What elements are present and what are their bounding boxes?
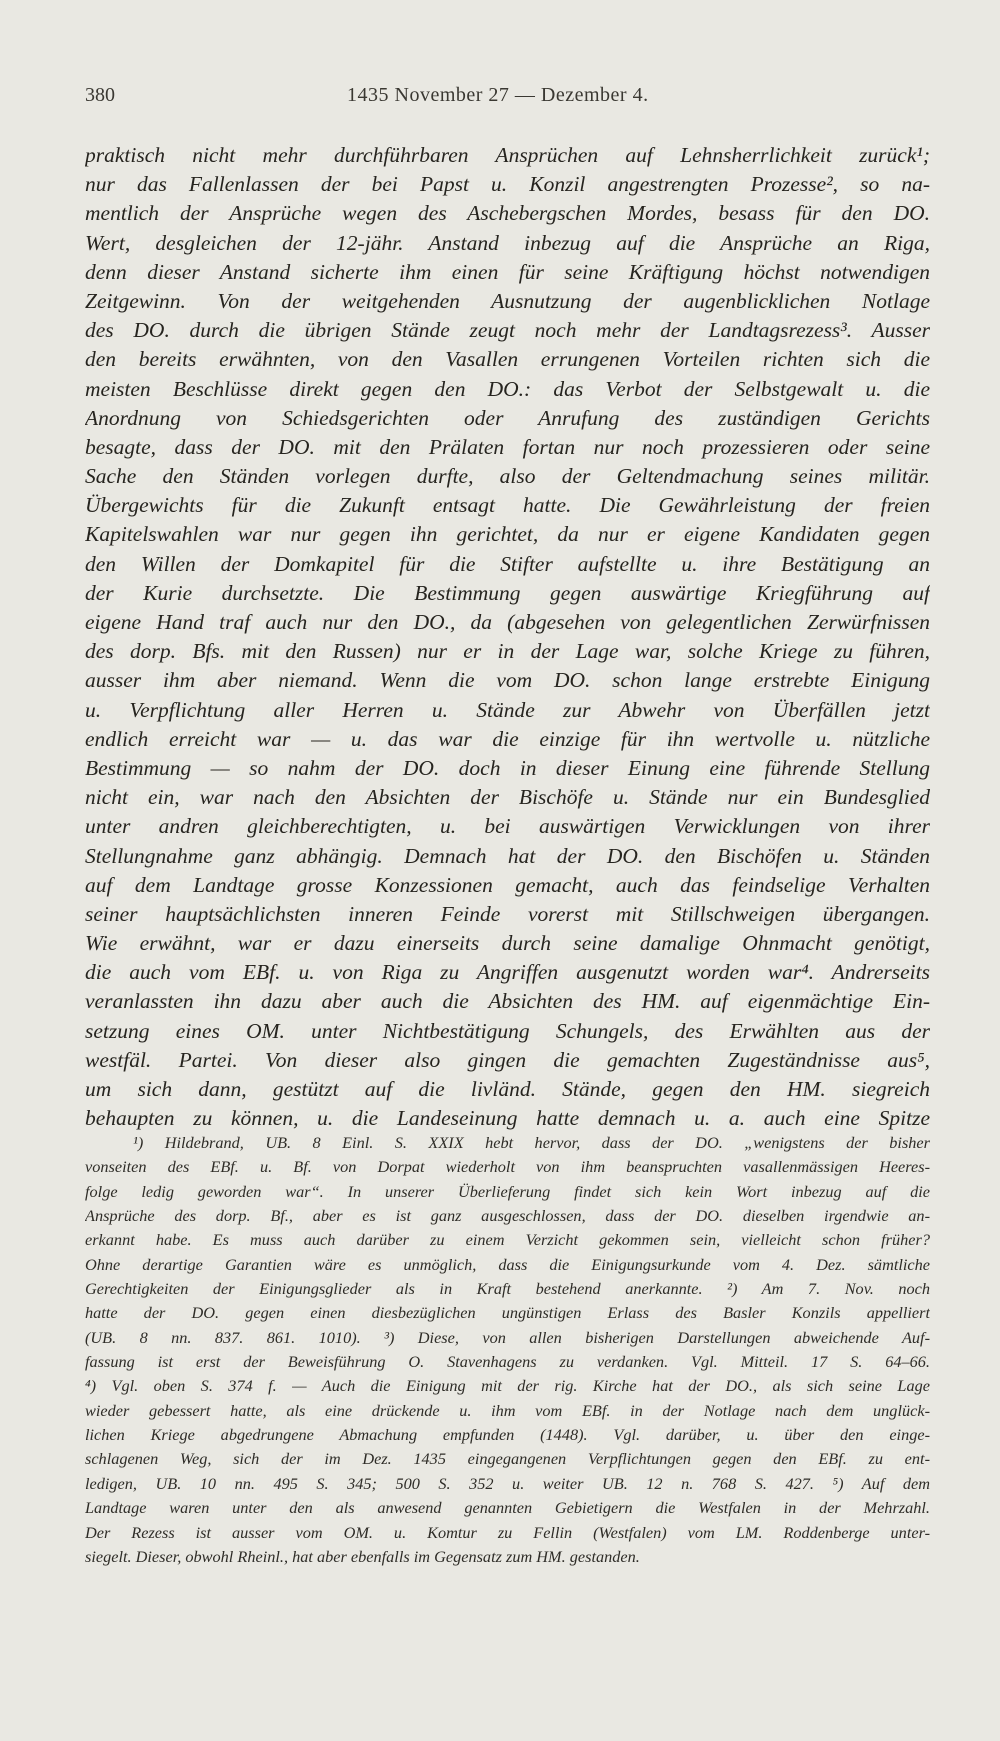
body-line: besagte, dass der DO. mit den Prälaten fortan nur noch prozessieren oder seine [85,434,930,459]
body-line: seiner hauptsächlichsten inneren Feinde vorerst mit Stillschweigen übergangen. [85,901,930,926]
main-text [85,141,930,1133]
footnote-line: Gerechtigkeiten der Einigungsglieder als in Kraft bestehend anerkannte. ²) Am 7. Nov. noch [85,1279,930,1299]
footnote-line: Der Rezess ist ausser vom OM. u. Komtur zu Fellin (Westfalen) vom LM. Roddenberge unter- [85,1522,930,1542]
footnote-line: folge ledig geworden war“. In unserer Überlieferung findet sich kein Wort inbezug auf die [85,1181,930,1201]
body-line: setzung eines OM. unter Nichtbestätigung Schungels, des Erwählten aus der [85,1018,930,1043]
body-line: denn dieser Anstand sicherte ihm einen für seine Kräftigung höchst notwendigen [85,259,930,284]
footnote-line: lichen Kriege abgedrungene Abmachung empfunden (1448). Vgl. darüber, u. über den einge- [85,1425,930,1445]
footnote-line: siegelt. Dieser, obwohl Rheinl., hat aber ebenfalls im Gegensatz zum HM. gestanden. [85,1546,640,1566]
body-line: eigene Hand traf auch nur den DO., da (abgesehen von gelegentlichen Zerwürfnissen [85,610,930,634]
footnote-line: (UB. 8 nn. 837. 861. 1010). ³) Diese, von allen bisherigen Darstellungen abweichende Auf- [85,1327,930,1347]
body-line: unter andren gleichberechtigten, u. bei auswärtigen Verwicklungen von ihrer [85,814,930,839]
footnote-line: Ansprüche des dorp. Bf., aber es ist ganz ausgeschlossen, dass der DO. dieselben irgendwie an- [85,1206,930,1226]
body-line: Stellungnahme ganz abhängig. Demnach hat der DO. den Bischöfen u. Ständen [85,843,930,868]
footnote-line: ⁴) Vgl. oben S. 374 f. — Auch die Einigung mit der rig. Kirche hat der DO., als sich seine Lage [85,1376,930,1396]
footnote-line: schlagenen Weg, sich der im Dez. 1435 eingegangenen Verpflichtungen gegen den EBf. zu ent- [85,1449,930,1469]
footnote-line: vonseiten des EBf. u. Bf. von Dorpat wiederholt von ihm beanspruchten vasallenmässigen Heeres- [85,1157,930,1177]
body-line: behaupten zu können, u. die Landeseinung hatte demnach u. a. auch eine Spitze [85,1106,930,1131]
body-line: des DO. durch die übrigen Stände zeugt noch mehr der Landtagsrezess³. Ausser [85,318,930,343]
body-line: nicht ein, war nach den Absichten der Bischöfe u. Stände nur ein Bundesglied [85,785,930,810]
body-line: Kapitelswahlen war nur gegen ihn gerichtet, da nur er eigene Kandidaten gegen [85,522,930,547]
body-line: auf dem Landtage grosse Konzessionen gemacht, auch das feindselige Verhalten [85,872,930,897]
body-line: den Willen der Domkapitel für die Stifter aufstellte u. ihre Bestätigung an [85,551,930,576]
footnote-line: Landtage waren unter den als anwesend genannten Gebietigern die Westfalen in der Mehrzahl. [85,1498,930,1518]
body-line: endlich erreicht war — u. das war die einzige für ihn wertvolle u. nützliche [85,726,930,751]
footnote-line: hatte der DO. gegen einen diesbezüglichen ungünstigen Erlass des Basler Konzils appelliert [85,1303,930,1323]
body-line: Bestimmung — so nahm der DO. doch in dieser Einung eine führende Stellung [85,755,930,780]
body-line: u. Verpflichtung aller Herren u. Stände zur Abwehr von Überfällen jetzt [85,697,930,722]
body-line: mentlich der Ansprüche wegen des Aschebergschen Mordes, besass für den DO. [85,201,930,226]
body-line: ausser ihm aber niemand. Wenn die vom DO. schon lange erstrebte Einigung [85,668,930,693]
footnote-line: erkannt habe. Es muss auch darüber zu einem Verzicht gekommen sein, vielleicht schon früher? [85,1230,930,1250]
body-line: Sache den Ständen vorlegen durfte, also der Geltendmachung seines militär. [85,464,930,489]
running-head [85,84,929,114]
footnote-line: fassung ist erst der Beweisführung O. Stavenhagens zu verdanken. Vgl. Mitteil. 17 S. 64–66. [85,1352,930,1372]
body-line: um sich dann, gestützt auf die livländ. Stände, gegen den HM. siegreich [85,1077,930,1101]
body-line: Zeitgewinn. Von der weitgehenden Ausnutzung der augenblicklichen Notlage [85,288,930,313]
body-line: nur das Fallenlassen der bei Papst u. Konzil angestrengten Prozesse², so na- [85,172,930,197]
body-line: veranlassten ihn dazu aber auch die Absichten des HM. auf eigenmächtige Ein- [85,989,930,1014]
body-line: Anordnung von Schiedsgerichten oder Anrufung des zuständigen Gerichts [85,405,930,430]
body-line: Wert, desgleichen der 12-jähr. Anstand inbezug auf die Ansprüche an Riga, [85,230,930,255]
body-line: praktisch nicht mehr durchführbaren Ansprüchen auf Lehnsherrlichkeit zurück¹; [85,143,930,167]
body-line: den bereits erwähnten, von den Vasallen errungenen Vorteilen richten sich die [85,347,930,372]
footnote-line: Ohne derartige Garantien wäre es unmöglich, dass die Einigungsurkunde vom 4. Dez. sämtliche [85,1254,930,1274]
footnote-line: ledigen, UB. 10 nn. 495 S. 345; 500 S. 352 u. weiter UB. 12 n. 768 S. 427. ⁵) Auf dem [85,1473,930,1493]
footnote-line: ¹) Hildebrand, UB. 8 Einl. S. XXIX hebt hervor, dass der DO. „wenigstens der bisher [133,1133,930,1152]
footnote-line: wieder gebessert hatte, als eine drückende u. ihm vom EBf. in der Notlage nach dem unglück- [85,1400,930,1420]
body-line: Übergewichts für die Zukunft entsagt hatte. Die Gewährleistung der freien [85,493,930,518]
body-line: die auch vom EBf. u. von Riga zu Angriffen ausgenutzt worden war⁴. Andrerseits [85,960,930,985]
body-line: der Kurie durchsetzte. Die Bestimmung gegen auswärtige Kriegführung auf [85,580,930,605]
footnotes [85,1131,930,1569]
running-head-title: 1435 November 27 — Dezember 4. [347,84,649,106]
body-line: westfäl. Partei. Von dieser also gingen die gemachten Zugeständnisse aus⁵, [85,1047,930,1072]
body-line: des dorp. Bfs. mit den Russen) nur er in der Lage war, solche Kriege zu führen, [85,639,930,664]
body-line: Wie erwähnt, war er dazu einerseits durch seine damalige Ohnmacht genötigt, [85,931,930,956]
page-number: 380 [85,84,115,106]
body-line: meisten Beschlüsse direkt gegen den DO.: das Verbot der Selbstgewalt u. die [85,376,930,401]
